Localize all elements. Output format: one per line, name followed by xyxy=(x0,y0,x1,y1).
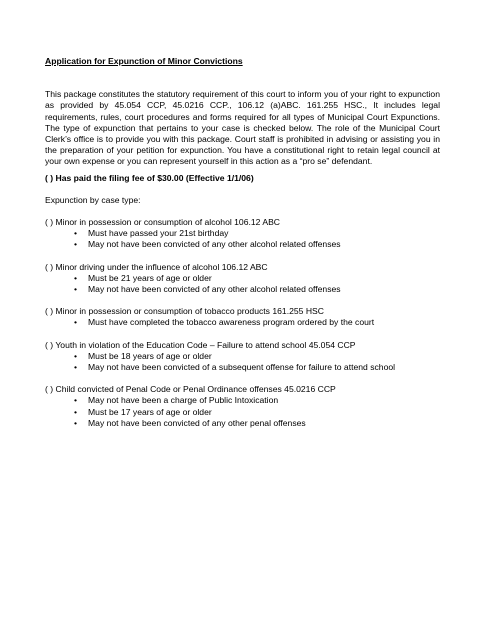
requirement-item: • Must have completed the tobacco awareness program ordered by the court xyxy=(74,317,440,328)
intro-paragraph: This package constitutes the statutory requirement of this court to inform you of your right to expunction as provided by 45.054 CCP, 45.0216 CCP., 106.12 (a)ABC. 161.255 HSC., It includes legal requirements, rules, court procedures and forms required for all types of Municipal Court Expunctions. The type of expunction that pertains to your case is checked below. The role of the Municipal Court Clerk’s office is to provide you with this package. Court staff is prohibited in advising or assisting you in the preparation of your petition for expunction. You have a constitutional right to retain legal council at your own expense or you can represent yourself in this action as a “pro se” defendant. xyxy=(45,89,440,167)
requirement-item: • May not have been a charge of Public Intoxication xyxy=(74,395,440,406)
filing-fee-checkbox-line: ( ) Has paid the filing fee of $30.00 (Effective 1/1/06) xyxy=(45,172,254,183)
requirements-list xyxy=(45,273,440,295)
case-minor-alcohol-possession xyxy=(45,217,440,251)
requirement-item: • May not have been convicted of any other alcohol related offenses xyxy=(74,239,440,250)
requirement-item: • Must be 18 years of age or older xyxy=(74,351,440,362)
case-heading: ( ) Minor in possession or consumption of tobacco products 161.255 HSC xyxy=(45,306,324,317)
case-heading: ( ) Minor driving under the influence of alcohol 106.12 ABC xyxy=(45,261,268,272)
case-youth-education-code xyxy=(45,340,440,374)
requirements-list xyxy=(45,395,440,429)
document-page xyxy=(45,56,440,440)
case-child-penal-code xyxy=(45,384,440,429)
document-title: Application for Expunction of Minor Convictions xyxy=(45,56,243,66)
case-type-heading: Expunction by case type: xyxy=(45,194,141,205)
requirement-item: • Must be 17 years of age or older xyxy=(74,407,440,418)
requirement-item: • Must have passed your 21st birthday xyxy=(74,228,440,239)
requirements-list xyxy=(45,228,440,250)
case-minor-tobacco xyxy=(45,306,440,328)
requirement-item: • May not have been convicted of any other alcohol related offenses xyxy=(74,284,440,295)
case-minor-dui xyxy=(45,262,440,296)
case-heading: ( ) Minor in possession or consumption of alcohol 106.12 ABC xyxy=(45,217,281,228)
requirements-list xyxy=(45,317,440,328)
requirements-list xyxy=(45,351,440,373)
case-heading: ( ) Child convicted of Penal Code or Penal Ordinance offenses 45.0216 CCP xyxy=(45,384,336,395)
requirement-item: • May not have been convicted of a subsequent offense for failure to attend school xyxy=(74,362,440,373)
requirement-item: • May not have been convicted of any other penal offenses xyxy=(74,418,440,429)
case-heading: ( ) Youth in violation of the Education Code – Failure to attend school 45.054 CCP xyxy=(45,339,356,350)
requirement-item: • Must be 21 years of age or older xyxy=(74,273,440,284)
